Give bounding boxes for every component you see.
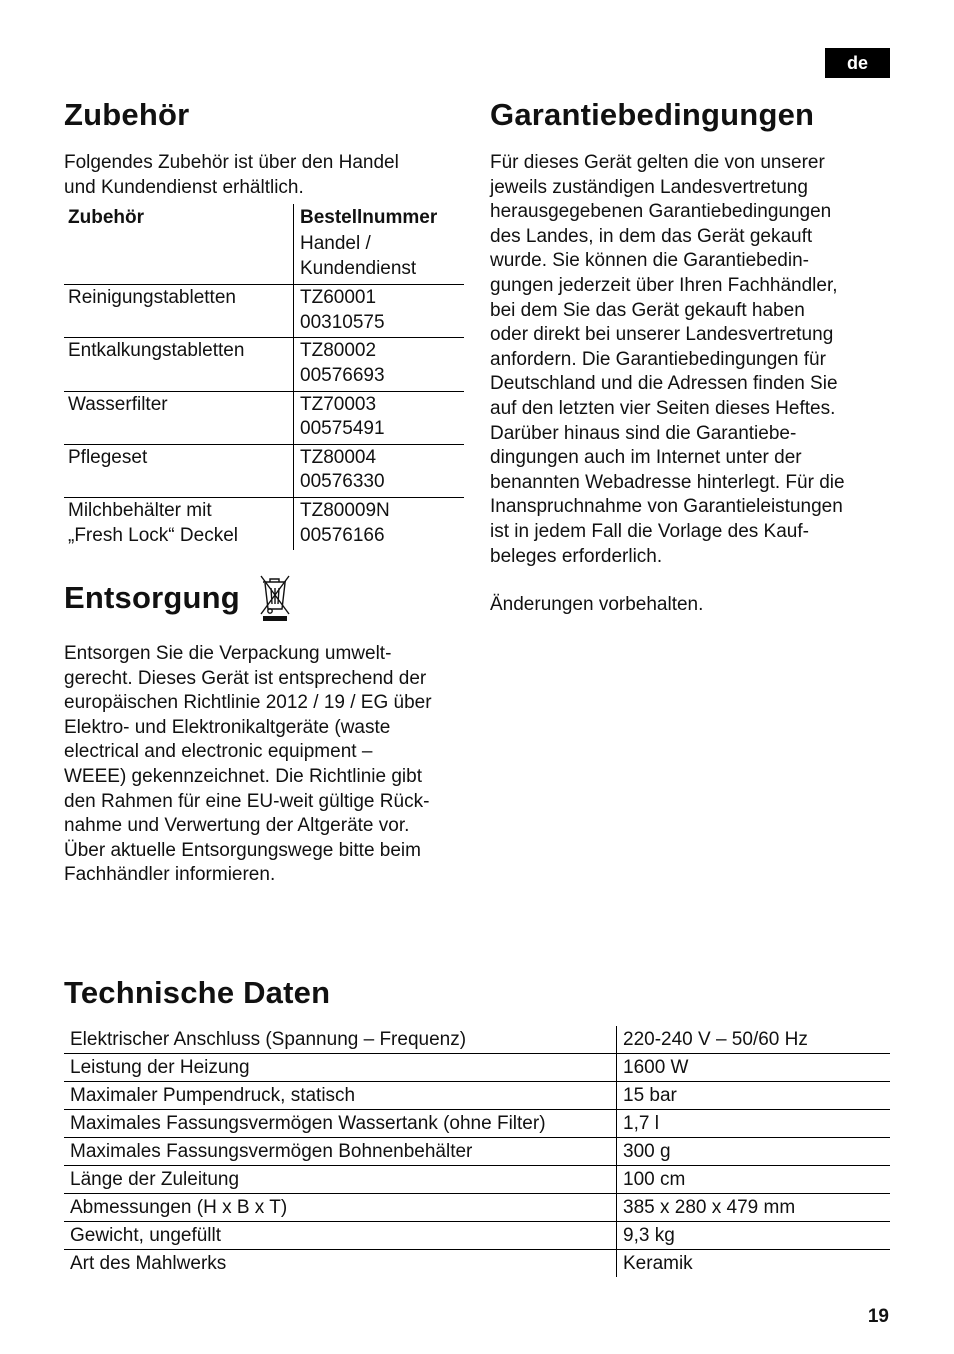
spec-label: Elektrischer Anschluss (Spannung – Frequenz) (64, 1026, 617, 1054)
table-row (64, 444, 464, 497)
accessory-order-numbers: TZ70003 00575491 (294, 391, 465, 444)
accessories-header-order-number: Bestellnummer (300, 207, 438, 228)
technische-daten-heading: Technische Daten (64, 975, 331, 1010)
zubehoer-heading: Zubehör (64, 97, 190, 132)
spec-label: Maximales Fassungsvermögen Bohnenbehälter (64, 1138, 617, 1166)
garantie-heading: Garantiebedingungen (490, 97, 815, 132)
spec-label: Art des Mahlwerks (64, 1250, 617, 1278)
language-badge: de (825, 48, 890, 78)
table-row (64, 338, 464, 391)
accessory-name: Milchbehälter mit „Fresh Lock“ Deckel (64, 497, 294, 550)
accessory-name: Wasserfilter (64, 391, 294, 444)
accessory-name: Pflegeset (64, 444, 294, 497)
table-row (64, 1166, 890, 1194)
table-row (64, 285, 464, 338)
entsorgung-body: Entsorgen Sie die Verpackung umwelt- gerecht. Dieses Gerät ist entsprechend der europäischen Richtlinie 2012 / 19 / EG über Elektro- und Elektronikaltgeräte (waste electrical and electronic equipment – WEEE) gekennzeichnet. Die Richtlinie gibt den Rahmen für eine EU-weit gültige Rück- nahme und Verwertung der Altgeräte vor. Über aktuelle Entsorgungswege bitte beim Fachhändler informieren. (64, 643, 432, 886)
spec-value: 220-240 V – 50/60 Hz (623, 1028, 808, 1050)
technical-data-table (64, 1026, 890, 1277)
spec-value: 1,7 l (617, 1110, 891, 1138)
spec-value: 100 cm (617, 1166, 891, 1194)
zubehoer-intro-line: und Kundendienst erhältlich. (64, 176, 304, 198)
entsorgung-heading: Entsorgung (64, 580, 240, 615)
spec-value: 385 x 280 x 479 mm (617, 1194, 891, 1222)
spec-value: 300 g (617, 1138, 891, 1166)
spec-label: Leistung der Heizung (64, 1054, 617, 1082)
table-row (64, 1250, 890, 1278)
table-row (64, 1194, 890, 1222)
accessory-order-numbers: TZ60001 00310575 (294, 285, 465, 338)
spec-value: 9,3 kg (617, 1222, 891, 1250)
spec-label: Länge der Zuleitung (64, 1166, 617, 1194)
spec-label: Maximales Fassungsvermögen Wassertank (ohne Filter) (64, 1110, 617, 1138)
spec-value: 15 bar (617, 1082, 891, 1110)
zubehoer-intro (64, 151, 399, 200)
accessory-order-numbers: TZ80002 00576693 (294, 338, 465, 391)
spec-value: 1600 W (617, 1054, 891, 1082)
table-row (64, 391, 464, 444)
zubehoer-intro-line: Folgendes Zubehör ist über den Handel (64, 152, 399, 173)
accessories-header-item: Zubehör (64, 204, 294, 231)
table-row (64, 1110, 890, 1138)
accessories-table (64, 204, 464, 550)
crossed-out-wheelie-bin-icon (259, 574, 291, 622)
table-row (64, 497, 464, 550)
spec-label: Gewicht, ungefüllt (64, 1222, 617, 1250)
accessory-name: Entkalkungstabletten (64, 338, 294, 391)
spec-label: Maximaler Pumpendruck, statisch (64, 1082, 617, 1110)
accessory-name: Reinigungstabletten (64, 285, 294, 338)
accessory-order-numbers: TZ80009N 00576166 (294, 497, 465, 550)
accessory-order-numbers: TZ80004 00576330 (294, 444, 465, 497)
table-row (64, 1026, 890, 1054)
spec-value: Keramik (617, 1250, 891, 1278)
garantie-body: Für dieses Gerät gelten die von unserer jeweils zuständigen Landesvertretung herausgegebenen Garantiebedingungen des Landes, in dem das Gerät gekauft wurde. Sie können die Garantiebedin- gungen jederzeit über Ihren Fachhändler, bei dem Sie das Gerät gekauft haben oder direkt bei unserer Landesvertretung anfordern. Die Garantiebedingungen für Deutschland und die Adressen finden Sie auf den letzten vier Seiten dieses Heftes. Darüber hinaus sind die Garantiebe- dingungen auch im Internet unter der benannten Webadresse hinterlegt. Für die Inanspruchnahme von Garantieleistungen ist in jedem Fall die Vorlage des Kauf- beleges erforderlich. (490, 152, 845, 567)
page-number: 19 (867, 1306, 889, 1327)
garantie-note: Änderungen vorbehalten. (490, 594, 704, 615)
spec-label: Abmessungen (H x B x T) (64, 1194, 617, 1222)
accessories-subheader-empty (64, 231, 294, 285)
table-row (64, 1138, 890, 1166)
table-row (64, 1222, 890, 1250)
table-row (64, 1054, 890, 1082)
accessories-subheader-channel: Handel / Kundendienst (300, 233, 417, 279)
table-row (64, 1082, 890, 1110)
